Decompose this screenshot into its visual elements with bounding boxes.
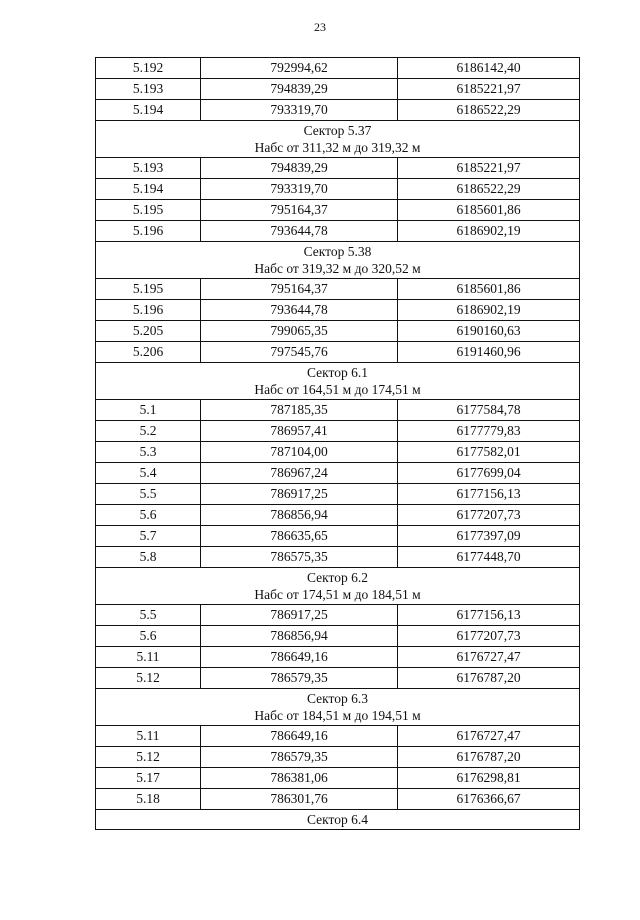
sector-header-row <box>96 121 580 158</box>
point-number-cell: 5.194 <box>96 100 201 121</box>
sector-elevation-range: Набс от 164,51 м до 174,51 м <box>254 382 421 397</box>
point-number-cell: 5.196 <box>96 221 201 242</box>
x-coordinate-cell: 793319,70 <box>201 179 398 200</box>
sector-header-row <box>96 810 580 830</box>
table-row <box>96 421 580 442</box>
x-coordinate-cell: 794839,29 <box>201 79 398 100</box>
point-number-cell: 5.2 <box>96 421 201 442</box>
y-coordinate-cell: 6177207,73 <box>398 626 580 647</box>
y-coordinate-cell: 6185601,86 <box>398 279 580 300</box>
table-row <box>96 342 580 363</box>
y-coordinate-cell: 6176787,20 <box>398 668 580 689</box>
table-row <box>96 58 580 79</box>
sector-header <box>96 689 580 726</box>
x-coordinate-cell: 795164,37 <box>201 279 398 300</box>
point-number-cell: 5.193 <box>96 79 201 100</box>
point-number-cell: 5.11 <box>96 647 201 668</box>
table-row <box>96 747 580 768</box>
sector-header <box>96 121 580 158</box>
sector-header <box>96 568 580 605</box>
y-coordinate-cell: 6176727,47 <box>398 647 580 668</box>
y-coordinate-cell: 6177448,70 <box>398 547 580 568</box>
table-row <box>96 668 580 689</box>
y-coordinate-cell: 6185601,86 <box>398 200 580 221</box>
table-row <box>96 221 580 242</box>
x-coordinate-cell: 786917,25 <box>201 484 398 505</box>
sector-title: Сектор 5.38 <box>303 244 372 259</box>
y-coordinate-cell: 6186142,40 <box>398 58 580 79</box>
x-coordinate-cell: 799065,35 <box>201 321 398 342</box>
sector-elevation-range: Набс от 184,51 м до 194,51 м <box>254 708 421 723</box>
table-row <box>96 626 580 647</box>
point-number-cell: 5.195 <box>96 200 201 221</box>
sector-header-row <box>96 568 580 605</box>
x-coordinate-cell: 786957,41 <box>201 421 398 442</box>
point-number-cell: 5.3 <box>96 442 201 463</box>
table-row <box>96 526 580 547</box>
y-coordinate-cell: 6185221,97 <box>398 158 580 179</box>
x-coordinate-cell: 793644,78 <box>201 221 398 242</box>
point-number-cell: 5.195 <box>96 279 201 300</box>
y-coordinate-cell: 6186902,19 <box>398 221 580 242</box>
y-coordinate-cell: 6177582,01 <box>398 442 580 463</box>
x-coordinate-cell: 786856,94 <box>201 626 398 647</box>
table-row <box>96 789 580 810</box>
sector-header-row <box>96 242 580 279</box>
table-row <box>96 768 580 789</box>
point-number-cell: 5.6 <box>96 505 201 526</box>
x-coordinate-cell: 786635,65 <box>201 526 398 547</box>
point-number-cell: 5.192 <box>96 58 201 79</box>
point-number-cell: 5.5 <box>96 605 201 626</box>
y-coordinate-cell: 6177699,04 <box>398 463 580 484</box>
table-row <box>96 321 580 342</box>
table-row <box>96 547 580 568</box>
point-number-cell: 5.12 <box>96 668 201 689</box>
x-coordinate-cell: 795164,37 <box>201 200 398 221</box>
y-coordinate-cell: 6177584,78 <box>398 400 580 421</box>
coordinates-table <box>95 57 580 830</box>
point-number-cell: 5.1 <box>96 400 201 421</box>
table-row <box>96 100 580 121</box>
y-coordinate-cell: 6177779,83 <box>398 421 580 442</box>
sector-header <box>96 810 580 830</box>
table-row <box>96 300 580 321</box>
point-number-cell: 5.7 <box>96 526 201 547</box>
x-coordinate-cell: 792994,62 <box>201 58 398 79</box>
x-coordinate-cell: 793644,78 <box>201 300 398 321</box>
sector-header-row <box>96 363 580 400</box>
point-number-cell: 5.12 <box>96 747 201 768</box>
table-row <box>96 179 580 200</box>
point-number-cell: 5.5 <box>96 484 201 505</box>
x-coordinate-cell: 786967,24 <box>201 463 398 484</box>
y-coordinate-cell: 6186522,29 <box>398 179 580 200</box>
y-coordinate-cell: 6177156,13 <box>398 605 580 626</box>
sector-header <box>96 242 580 279</box>
x-coordinate-cell: 787185,35 <box>201 400 398 421</box>
point-number-cell: 5.6 <box>96 626 201 647</box>
y-coordinate-cell: 6176787,20 <box>398 747 580 768</box>
point-number-cell: 5.18 <box>96 789 201 810</box>
x-coordinate-cell: 786301,76 <box>201 789 398 810</box>
x-coordinate-cell: 786579,35 <box>201 668 398 689</box>
point-number-cell: 5.8 <box>96 547 201 568</box>
table-row <box>96 79 580 100</box>
sector-header <box>96 363 580 400</box>
point-number-cell: 5.193 <box>96 158 201 179</box>
y-coordinate-cell: 6176727,47 <box>398 726 580 747</box>
table-row <box>96 279 580 300</box>
table-row <box>96 442 580 463</box>
x-coordinate-cell: 786917,25 <box>201 605 398 626</box>
y-coordinate-cell: 6176366,67 <box>398 789 580 810</box>
sector-title: Сектор 6.4 <box>306 812 368 827</box>
x-coordinate-cell: 786381,06 <box>201 768 398 789</box>
sector-title: Сектор 5.37 <box>303 123 372 138</box>
table-row <box>96 647 580 668</box>
point-number-cell: 5.196 <box>96 300 201 321</box>
point-number-cell: 5.206 <box>96 342 201 363</box>
coordinates-table-body <box>96 58 580 830</box>
y-coordinate-cell: 6177156,13 <box>398 484 580 505</box>
x-coordinate-cell: 786579,35 <box>201 747 398 768</box>
sector-elevation-range: Набс от 174,51 м до 184,51 м <box>254 587 421 602</box>
page-number: 23 <box>314 20 326 34</box>
table-row <box>96 158 580 179</box>
y-coordinate-cell: 6176298,81 <box>398 768 580 789</box>
table-row <box>96 484 580 505</box>
sector-elevation-range: Набс от 319,32 м до 320,52 м <box>254 261 421 276</box>
point-number-cell: 5.11 <box>96 726 201 747</box>
x-coordinate-cell: 786649,16 <box>201 647 398 668</box>
x-coordinate-cell: 786856,94 <box>201 505 398 526</box>
x-coordinate-cell: 787104,00 <box>201 442 398 463</box>
y-coordinate-cell: 6186902,19 <box>398 300 580 321</box>
y-coordinate-cell: 6177397,09 <box>398 526 580 547</box>
point-number-cell: 5.17 <box>96 768 201 789</box>
y-coordinate-cell: 6186522,29 <box>398 100 580 121</box>
x-coordinate-cell: 786575,35 <box>201 547 398 568</box>
x-coordinate-cell: 793319,70 <box>201 100 398 121</box>
table-row <box>96 726 580 747</box>
x-coordinate-cell: 786649,16 <box>201 726 398 747</box>
sector-title: Сектор 6.2 <box>306 570 368 585</box>
point-number-cell: 5.205 <box>96 321 201 342</box>
point-number-cell: 5.194 <box>96 179 201 200</box>
table-row <box>96 463 580 484</box>
y-coordinate-cell: 6191460,96 <box>398 342 580 363</box>
table-row <box>96 505 580 526</box>
point-number-cell: 5.4 <box>96 463 201 484</box>
table-row <box>96 400 580 421</box>
sector-title: Сектор 6.3 <box>306 691 368 706</box>
sector-title: Сектор 6.1 <box>306 365 368 380</box>
y-coordinate-cell: 6190160,63 <box>398 321 580 342</box>
x-coordinate-cell: 797545,76 <box>201 342 398 363</box>
table-row <box>96 200 580 221</box>
sector-header-row <box>96 689 580 726</box>
x-coordinate-cell: 794839,29 <box>201 158 398 179</box>
y-coordinate-cell: 6185221,97 <box>398 79 580 100</box>
y-coordinate-cell: 6177207,73 <box>398 505 580 526</box>
table-row <box>96 605 580 626</box>
sector-elevation-range: Набс от 311,32 м до 319,32 м <box>254 140 421 155</box>
